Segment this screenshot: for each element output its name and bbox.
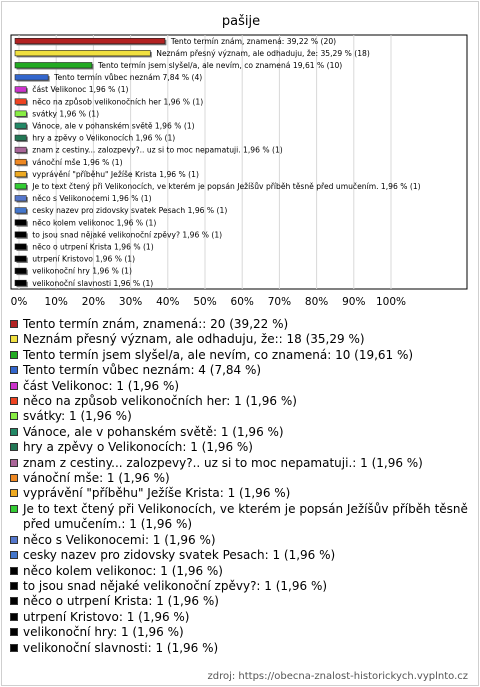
legend-swatch: [10, 489, 18, 497]
legend-label: cesky nazev pro zidovsky svatek Pesach: 1 (1,96 %): [23, 548, 336, 563]
legend-swatch: [10, 335, 18, 343]
legend-label: Tento termín vůbec neznám: 4 (7,84 %): [23, 363, 262, 378]
bar: [15, 111, 26, 117]
legend-label: znam z cestiny... zalozpevy?.. uz si to moc nepamatuji.: 1 (1,96 %): [23, 455, 423, 470]
bar-group: [15, 73, 202, 82]
bar: [15, 196, 26, 202]
bar-group: [15, 85, 129, 94]
bar: [15, 220, 26, 226]
legend-swatch: [10, 551, 18, 559]
x-tick-label: 20%: [81, 296, 106, 308]
bar-label: cesky nazev pro zidovsky svatek Pesach 1,96 % (1): [32, 206, 228, 216]
legend-item: [10, 409, 472, 424]
legend-swatch: [10, 351, 18, 359]
bar: [15, 171, 26, 177]
bar-group: [15, 255, 135, 264]
legend-swatch: [10, 505, 18, 513]
bar-label: hry a zpěvy o Velikonocích 1,96 % (1): [32, 133, 176, 143]
bar-label: Vánoce, ale v pohanském světě 1,96 % (1): [32, 121, 195, 131]
bar-label: něco o utrpení Krista 1,96 % (1): [32, 242, 154, 252]
legend-label: velikonoční slavnosti: 1 (1,96 %): [23, 640, 219, 655]
bar: [15, 50, 150, 56]
bar-group: [15, 206, 227, 215]
legend-label: Neznám přesný význam, ale odhaduju, že:: 18 (35,29 %): [23, 332, 365, 347]
legend-swatch: [10, 582, 18, 590]
legend-item: [10, 332, 472, 347]
chart-title: pašije: [221, 14, 261, 29]
x-tick-label: 90%: [342, 296, 366, 308]
bar: [15, 256, 26, 262]
bar-label: něco na způsob velikonočních her 1,96 % (1): [32, 97, 204, 107]
legend-swatch: [10, 597, 18, 605]
bar-label: velikonoční slavnosti 1,96 % (1): [32, 278, 154, 288]
chart-frame: [1, 1, 479, 686]
bar: [15, 99, 26, 105]
bar-group: [15, 37, 336, 46]
bar-group: [15, 267, 132, 276]
bar-label: Je to text čtený při Velikonocích, ve kterém je popsán Ježíšův příběh těsně před umučením. 1,96 % (1): [32, 181, 421, 191]
legend-swatch: [10, 536, 18, 544]
legend-label: Tento termín znám, znamená:: 20 (39,22 %): [23, 317, 289, 331]
legend-item: [10, 502, 472, 533]
legend-item: [10, 533, 472, 548]
x-tick-label: 100%: [375, 296, 407, 308]
legend-item: [10, 425, 472, 440]
bar-group: [15, 61, 342, 70]
legend-label: velikonoční hry: 1 (1,96 %): [23, 625, 184, 640]
legend-label: vyprávění "příběhu" Ježíše Krista: 1 (1,96 %): [23, 486, 291, 501]
bar-label: Tento termín jsem slyšel/a, ale nevím, co znamená 19,61 % (10): [97, 61, 343, 71]
bar-label: vyprávění "příběhu" Ježíše Krista 1,96 % (1): [32, 169, 199, 179]
legend-label: hry a zpěvy o Velikonocích: 1 (1,96 %): [23, 440, 253, 455]
legend-item: [10, 379, 472, 394]
x-tick-label: 70%: [267, 296, 292, 308]
bar: [15, 244, 26, 250]
bar: [15, 38, 165, 44]
x-tick-label: 40%: [156, 296, 180, 308]
bar: [15, 159, 26, 165]
bar: [15, 268, 26, 274]
legend-swatch: [10, 628, 18, 636]
bar-group: [15, 122, 195, 131]
x-tick-label: 10%: [44, 296, 68, 308]
legend-item: [10, 564, 472, 579]
legend-item: [10, 317, 472, 332]
bar-group: [15, 182, 421, 191]
bar-label: něco s Velikonocemi 1,96 % (1): [32, 194, 152, 204]
legend-item: [10, 579, 472, 594]
legend-item: [10, 348, 472, 363]
legend-item: [10, 625, 472, 640]
legend-swatch: [10, 412, 18, 420]
legend-label: Je to text čtený při Velikonocích, ve kterém je popsán Ježíšův příběh těsně před umučením.: 1 (1,96 %): [23, 501, 468, 532]
bar-group: [15, 242, 154, 251]
x-tick-label: 60%: [230, 296, 254, 308]
legend-item: [10, 456, 472, 471]
bar-group: [15, 194, 152, 203]
legend-swatch: [10, 382, 18, 390]
legend-item: [10, 641, 472, 656]
legend-swatch: [10, 474, 18, 482]
bar: [15, 147, 26, 153]
legend-label: utrpení Kristovo: 1 (1,96 %): [23, 609, 190, 624]
legend-swatch: [10, 443, 18, 451]
legend-label: Tento termín jsem slyšel/a, ale nevím, co znamená: 10 (19,61 %): [23, 347, 414, 362]
bar-label: to jsou snad nějaké velikonoční zpěvy? 1,96 % (1): [32, 230, 223, 240]
legend-label: vánoční mše: 1 (1,96 %): [23, 471, 170, 486]
bar: [15, 135, 26, 141]
legend-item: [10, 394, 472, 409]
legend-label: něco s Velikonocemi: 1 (1,96 %): [23, 532, 216, 547]
legend: [10, 317, 472, 656]
legend-swatch: [10, 320, 18, 328]
bar: [15, 183, 26, 189]
legend-item: [10, 610, 472, 625]
bar-group: [15, 279, 153, 288]
bar-label: část Velikonoc 1,96 % (1): [32, 85, 129, 95]
legend-swatch: [10, 459, 18, 467]
legend-item: [10, 594, 472, 609]
legend-label: Vánoce, ale v pohanském světě: 1 (1,96 %): [23, 424, 284, 439]
legend-item: [10, 548, 472, 563]
legend-label: svátky: 1 (1,96 %): [23, 409, 132, 424]
bar-label: velikonoční hry 1,96 % (1): [32, 266, 132, 276]
legend-item: [10, 486, 472, 501]
bar-group: [15, 134, 175, 143]
bar-group: [15, 146, 283, 155]
legend-label: část Velikonoc: 1 (1,96 %): [23, 378, 180, 393]
legend-swatch: [10, 644, 18, 652]
legend-swatch: [10, 366, 18, 374]
bar-group: [15, 170, 199, 179]
legend-label: to jsou snad nějaké velikonoční zpěvy?: 1 (1,96 %): [23, 578, 328, 593]
bar-label: svátky 1,96 % (1): [32, 109, 100, 119]
legend-item: [10, 440, 472, 455]
legend-swatch: [10, 397, 18, 405]
bar-label: Neznám přesný význam, ale odhaduju, že: 35,29 % (18): [156, 48, 370, 58]
legend-swatch: [10, 567, 18, 575]
bar-group: [15, 230, 222, 239]
legend-label: něco na způsob velikonočních her: 1 (1,96 %): [23, 394, 297, 409]
bar-group: [15, 97, 203, 106]
bar-label: vánoční mše 1,96 % (1): [32, 157, 123, 167]
bar-label: znam z cestiny... zalozpevy?.. uz si to moc nepamatuji. 1,96 % (1): [32, 145, 283, 155]
x-tick-label: 30%: [118, 296, 143, 308]
legend-item: [10, 363, 472, 378]
bar-label: utrpení Kristovo 1,96 % (1): [32, 254, 136, 264]
bar-group: [15, 49, 370, 58]
bar-label: Tento termín vůbec neznám 7,84 % (4): [54, 73, 203, 83]
legend-item: [10, 471, 472, 486]
x-tick-label: 0%: [10, 296, 28, 308]
bar-label: něco kolem velikonoc 1,96 % (1): [32, 218, 157, 228]
bar: [15, 232, 26, 238]
bar: [15, 123, 26, 129]
x-tick-label: 50%: [193, 296, 217, 308]
bar-group: [15, 218, 156, 227]
bar-label: Tento termín znám, znamená: 39,22 % (20): [170, 36, 337, 46]
bar: [15, 75, 48, 81]
legend-label: něco kolem velikonoc: 1 (1,96 %): [23, 563, 223, 578]
bar: [15, 280, 26, 286]
bar: [15, 208, 26, 214]
bar-chart: [2, 2, 480, 312]
x-tick-label: 80%: [304, 296, 329, 308]
bar: [15, 87, 26, 93]
source-note: zdroj: https://obecna-znalost-historickych.vyplnto.cz: [207, 671, 468, 682]
legend-swatch: [10, 428, 18, 436]
bar: [15, 62, 92, 68]
legend-label: něco o utrpení Krista: 1 (1,96 %): [23, 594, 219, 609]
legend-swatch: [10, 613, 18, 621]
